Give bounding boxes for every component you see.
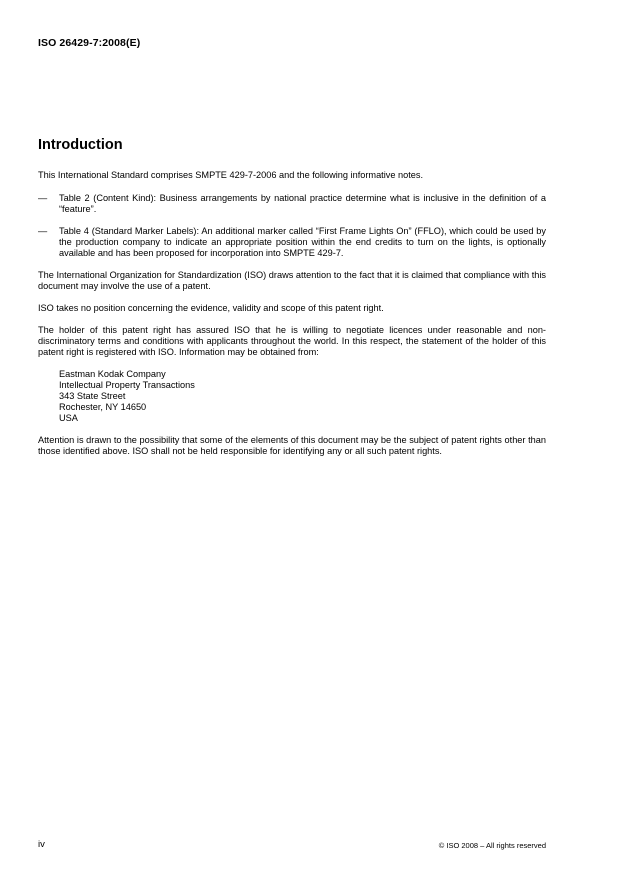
copyright-notice: © ISO 2008 – All rights reserved — [438, 841, 546, 850]
note-text: Table 4 (Standard Marker Labels): An additional marker called “First Frame Lights On” (FFLO), which could be used by the production company to indicate an appropriate position within the end credits to turn on the lights, is optionally available and has been proposed for incorporation into SMPTE 429-7. — [59, 226, 546, 258]
holder-statement-paragraph: The holder of this patent right has assured ISO that he is willing to negotiate licences under reasonable and non-discriminatory terms and conditions with applicants throughout the world. In this respect, the statement of the holder of this patent right is registered with ISO. Information may be obtained from: — [38, 325, 546, 357]
note-item — [38, 226, 546, 259]
section-title: Introduction — [38, 137, 123, 153]
page-number: iv — [38, 839, 45, 850]
document-id: ISO 26429-7:2008(E) — [38, 37, 141, 49]
no-position-paragraph: ISO takes no position concerning the evidence, validity and scope of this patent right. — [38, 303, 384, 313]
address-department: Intellectual Property Transactions — [59, 380, 195, 390]
em-dash-bullet: — — [38, 193, 48, 203]
note-text: Table 2 (Content Kind): Business arrangements by national practice determine what is inclusive in the definition of a “feature”. — [59, 193, 546, 214]
em-dash-bullet: — — [38, 226, 48, 236]
address-block — [59, 369, 546, 424]
other-rights-paragraph: Attention is drawn to the possibility that some of the elements of this document may be the subject of patent rights other than those identified above. ISO shall not be held responsible for identifying any or all such patent rights. — [38, 435, 546, 456]
body-content — [38, 170, 546, 468]
intro-paragraph: This International Standard comprises SMPTE 429-7-2006 and the following informative notes. — [38, 170, 424, 180]
address-country: USA — [59, 413, 78, 423]
address-street: 343 State Street — [59, 391, 126, 401]
note-item — [38, 193, 546, 215]
address-company: Eastman Kodak Company — [59, 369, 166, 379]
patent-attention-paragraph: The International Organization for Standardization (ISO) draws attention to the fact that it is claimed that compliance with this document may involve the use of a patent. — [38, 270, 546, 291]
address-city: Rochester, NY 14650 — [59, 402, 147, 412]
